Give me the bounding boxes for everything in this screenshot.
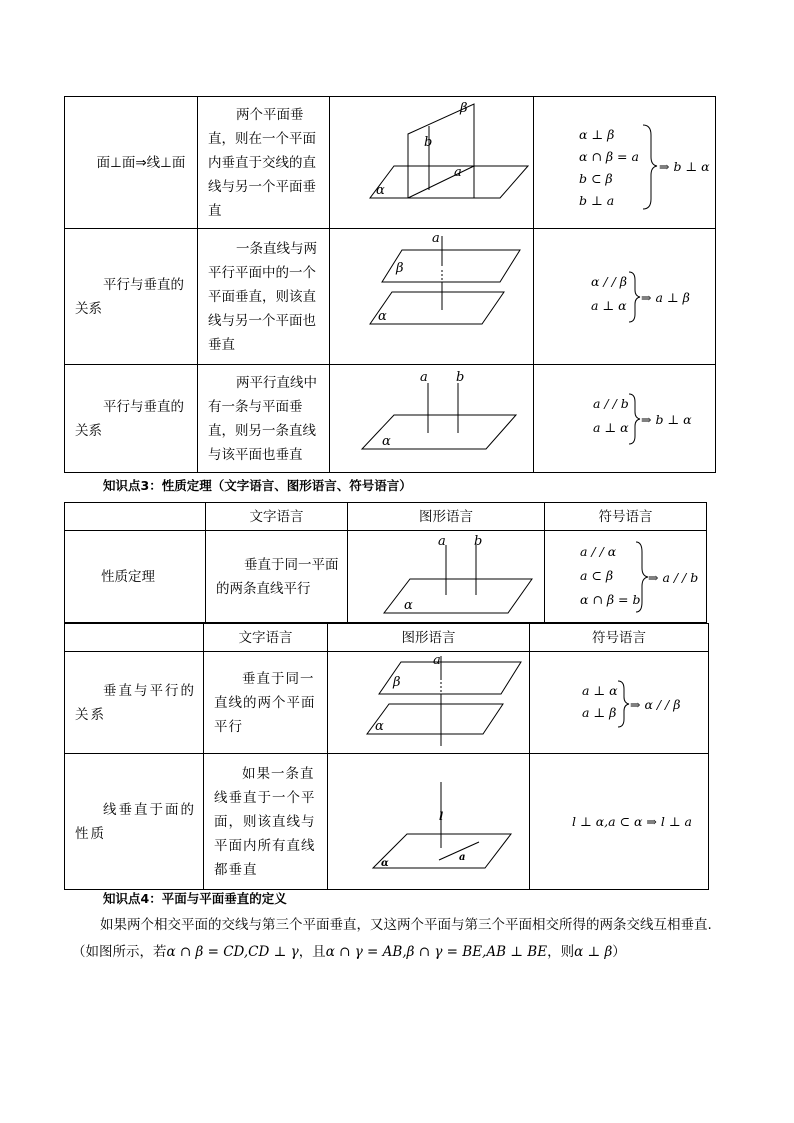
svg-text:a ⊥ α: a ⊥ α [582,682,618,698]
figure-cell [348,531,545,623]
svg-text:l ⊥ α,a ⊂ α ⇒ l ⊥ a: l ⊥ α,a ⊂ α ⇒ l ⊥ a [572,813,693,829]
symbol-cell [534,97,716,229]
svg-text:a / / b: a / / b [592,395,629,411]
brace-icon [629,272,640,322]
plane-figure [332,232,532,362]
theorem-table-3 [64,623,709,890]
beta-label: β [392,674,401,690]
table-header-row: 文字语言 图形语言 符号语言 [65,624,709,652]
figure-cell [330,229,534,365]
a-label: a [453,164,462,180]
svg-text:α ∩ β = b: α ∩ β = b [579,591,641,607]
brace-icon [618,681,629,727]
symbol-block [546,536,706,618]
table-row [65,365,716,473]
plane-figure [329,762,529,882]
table-header-row: 文字语言 图形语言 符号语言 [65,503,707,531]
svg-text:α ∩ β = a: α ∩ β = a [578,148,639,164]
row-text: 两个平面垂直，则在一个平面内垂直于交线的直线与另一个平面垂直 [198,97,330,229]
a-label: a [432,653,441,668]
table-row [65,531,707,623]
symbol-cell [534,229,716,365]
row-text: 两平行直线中有一条与平面垂直，则另一条直线与该平面也垂直 [198,365,330,473]
svg-text:⇒ α / / β: ⇒ α / / β [630,696,681,712]
svg-text:a ⊥ α: a ⊥ α [592,419,629,435]
figure-cell [330,97,534,229]
symbol-cell [530,754,709,890]
theorem-table-1 [64,96,716,473]
row-text: 垂直于同一平面的两条直线平行 [206,531,348,623]
row-name: 垂直与平行的关系 [65,652,204,754]
plane-figure [348,533,544,621]
knowledge-point-3-heading: 知识点3：性质定理（文字语言、图形语言、符号语言） [103,478,412,493]
definition-paragraph: 如果两个相交平面的交线与第三个平面垂直，又这两个平面与第三个平面相交所得的两条交线互相垂直.（如图所示，若α ∩ β = CD,CD ⊥ γ，且α ∩ γ = AB,β ∩ γ = BE,AB ⊥ BE，则α ⊥ β） [72,917,712,960]
svg-text:α ⊥ β: α ⊥ β [578,126,614,142]
plane-figure [332,98,532,228]
svg-text:b ⊥ a: b ⊥ a [578,192,614,208]
svg-text:a ⊥ β: a ⊥ β [582,704,617,720]
row-name: 平行与垂直的关系 [65,365,198,473]
plane-figure [329,654,529,752]
a-label: a [438,533,446,549]
table-row [65,229,716,365]
svg-text:a ⊂ β: a ⊂ β [579,567,613,583]
svg-text:⇒ a / / b: ⇒ a / / b [647,569,698,585]
svg-text:⇒ b ⊥ α: ⇒ b ⊥ α [658,158,710,174]
beta-label: β [459,100,468,116]
svg-text:α / / β: α / / β [590,273,627,289]
a-label: a [431,231,440,246]
symbol-cell [545,531,707,623]
row-text: 如果一条直线垂直于一个平面，则该直线与平面内所有直线都垂直 [204,754,328,890]
alpha-label: α [381,433,391,449]
symbol-block [530,671,708,735]
svg-text:b ⊂ β: b ⊂ β [578,170,613,186]
alpha-label: α [380,857,389,869]
knowledge-point-4-heading: 知识点4：平面与平面垂直的定义 [103,891,287,906]
alpha-label: α [377,308,387,324]
figure-cell [328,754,530,890]
symbol-block [535,384,715,454]
symbol-cell [530,652,709,754]
alpha-label: α [404,597,413,613]
theorem-table-2 [64,502,707,623]
svg-text:⇒ b ⊥ α: ⇒ b ⊥ α [640,411,692,427]
table-row [65,754,709,890]
row-name: 平行与垂直的关系 [65,229,198,365]
plane-figure [332,369,532,469]
svg-text:⇒ a ⊥ β: ⇒ a ⊥ β [640,289,690,305]
brace-icon [643,125,657,209]
brace-icon [629,394,640,444]
a-label: a [458,851,465,863]
row-name: 面⊥面⇒线⊥面 [65,97,198,229]
table-row [65,652,709,754]
svg-text:a ⊥ α: a ⊥ α [590,297,627,313]
beta-label: β [395,260,404,276]
figure-cell [330,365,534,473]
alpha-label: α [374,718,384,734]
symbol-block [535,113,715,213]
row-text: 垂直于同一直线的两个平面平行 [204,652,328,754]
symbol-block [535,262,715,332]
l-label: l [438,809,443,823]
a-label: a [419,369,428,385]
figure-cell [328,652,530,754]
svg-text:a / / α: a / / α [579,543,616,559]
row-name: 线垂直于面的性质 [65,754,204,890]
symbol-block [530,802,708,842]
alpha-label: α [375,182,385,198]
b-label: b [455,369,464,385]
b-label: b [423,134,432,150]
symbol-cell [534,365,716,473]
row-text: 一条直线与两平行平面中的一个平面垂直，则该直线与另一个平面也垂直 [198,229,330,365]
b-label: b [474,533,483,549]
row-name: 性质定理 [65,531,206,623]
table-row [65,97,716,229]
